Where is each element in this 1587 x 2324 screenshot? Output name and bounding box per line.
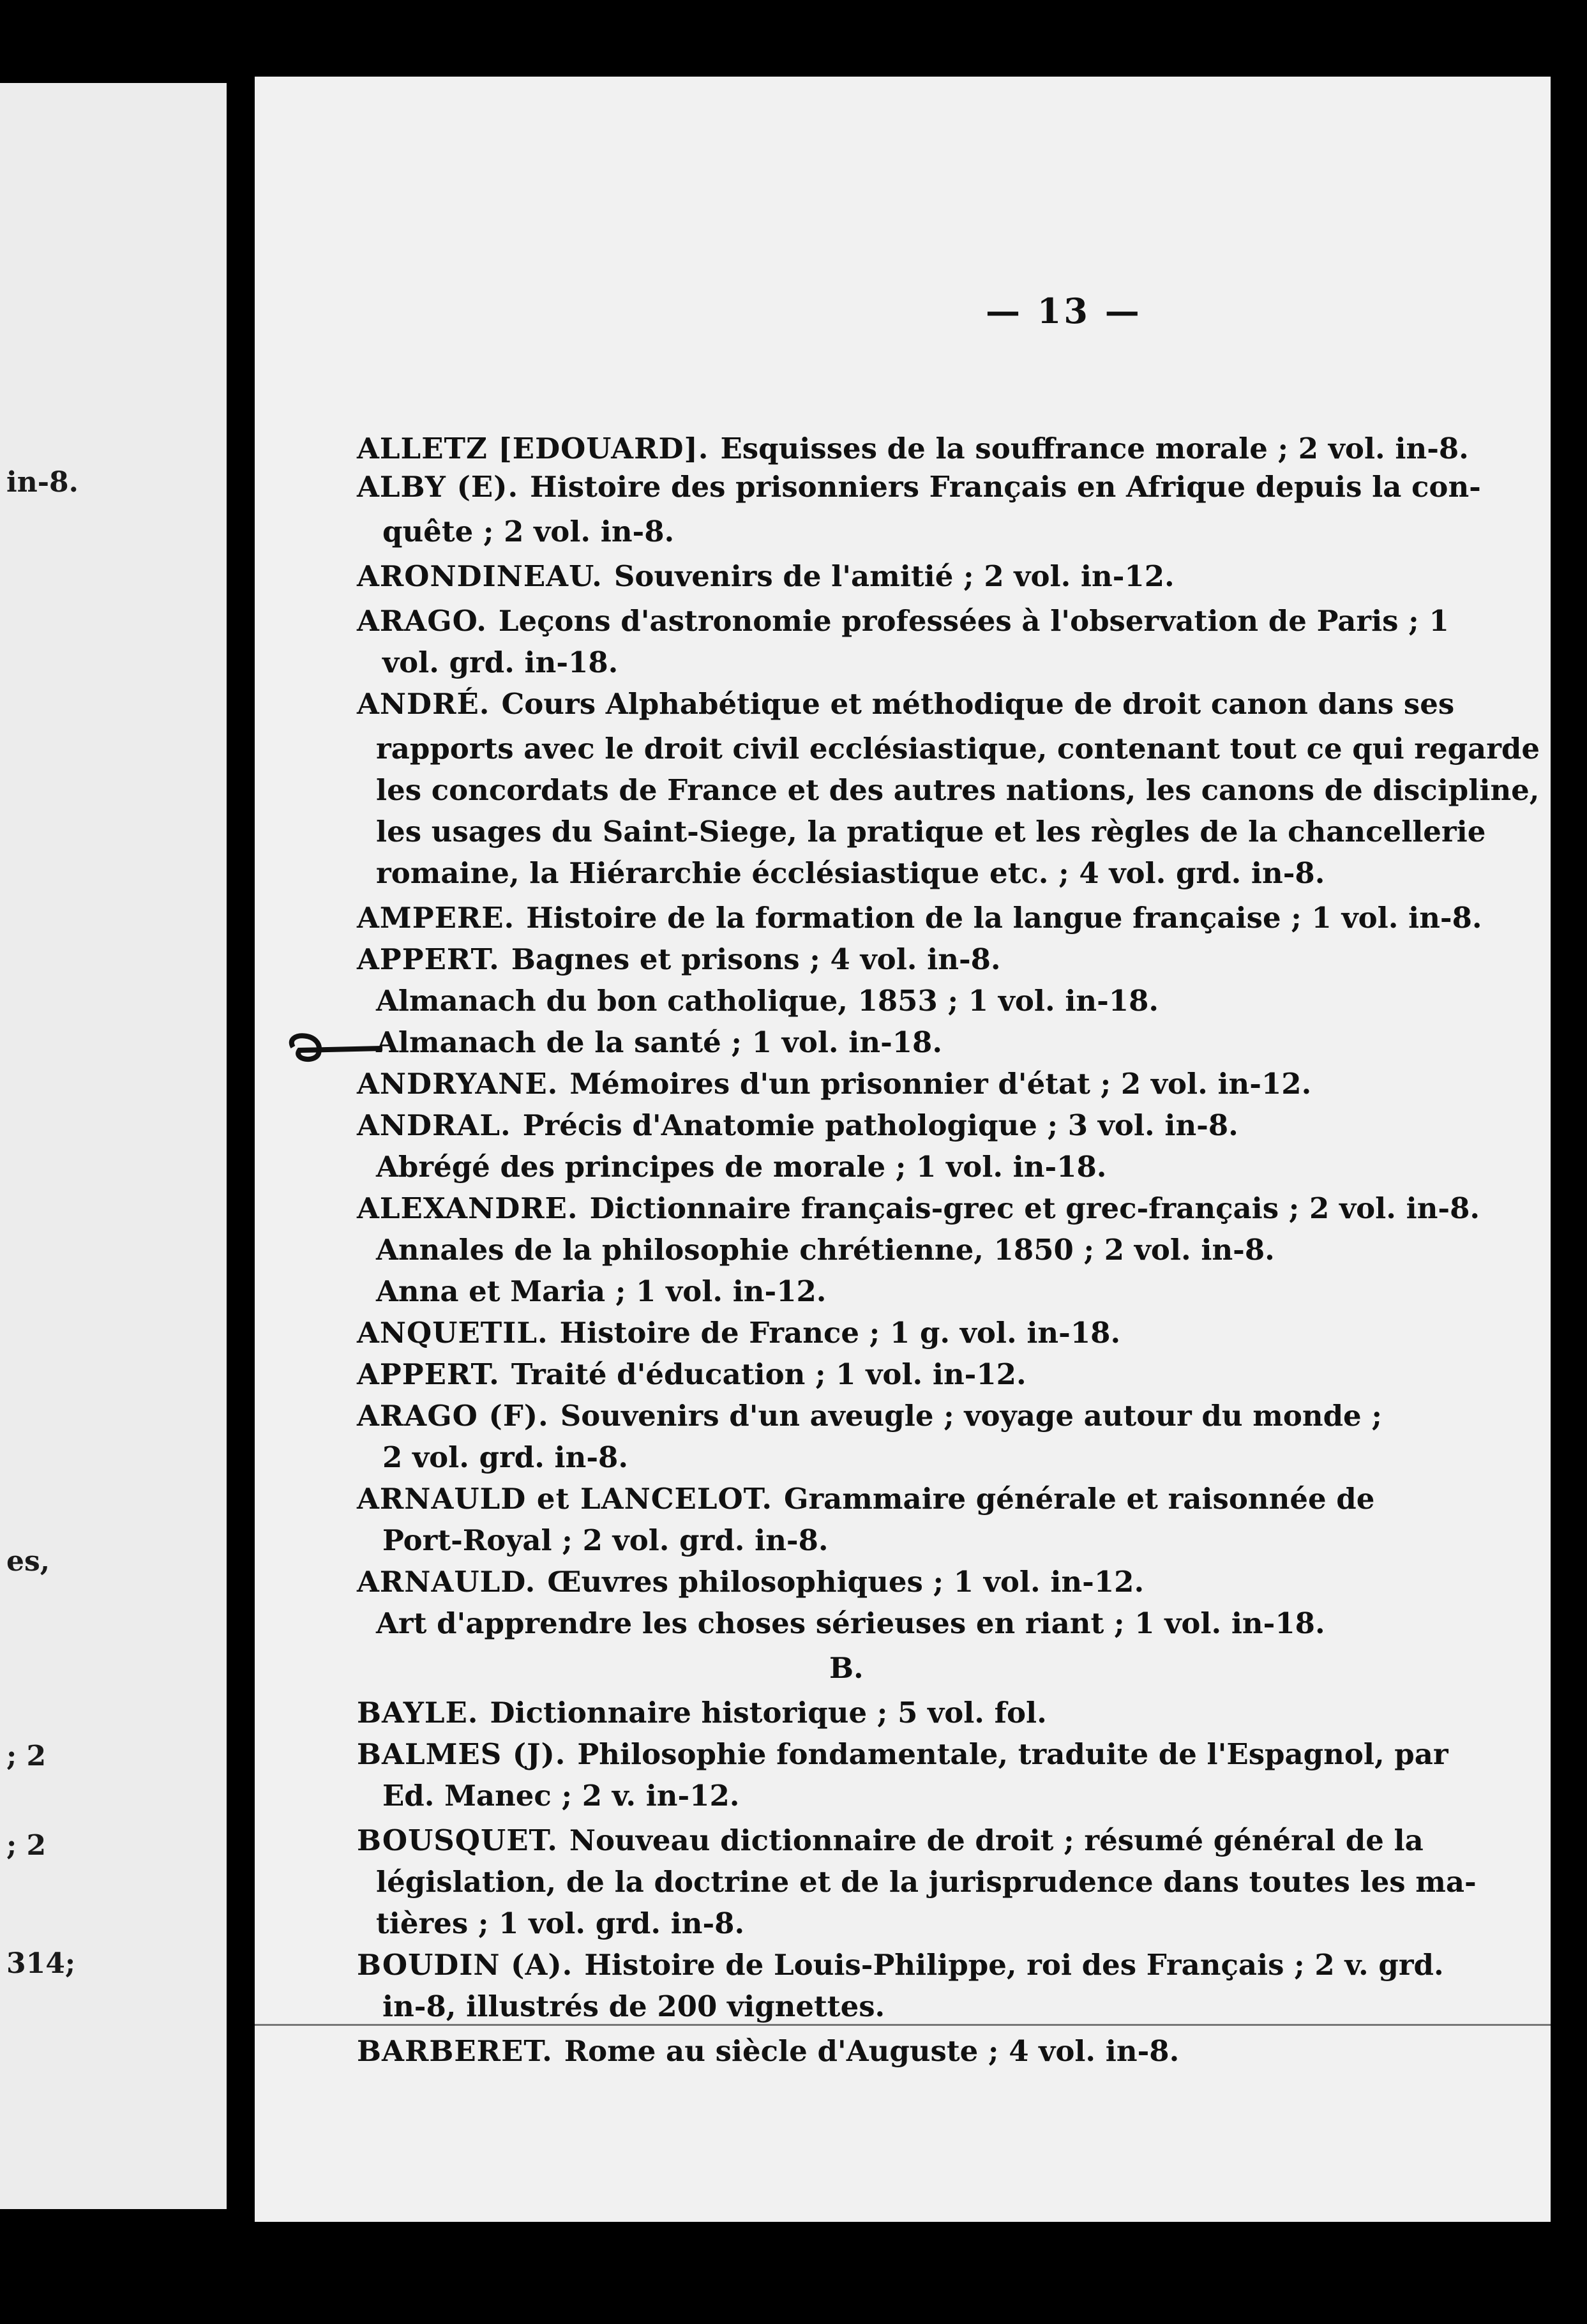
catalogue-entry — [376, 1233, 1275, 1267]
author-name: ARAGO (F). — [357, 1399, 549, 1433]
entry-text: Souvenirs de l'amitié ; 2 vol. in-12. — [613, 559, 1175, 593]
catalogue-entry — [376, 1606, 1325, 1640]
entry-text: in-8, illustrés de 200 vignettes. — [382, 1989, 885, 2023]
author-name: ANQUETIL. — [357, 1316, 548, 1350]
entry-text: Souvenirs d'un aveugle ; voyage autour du monde ; — [560, 1399, 1382, 1433]
catalogue-entry — [829, 1651, 864, 1685]
catalogue-entry — [357, 434, 1469, 463]
catalogue-entry — [357, 1565, 1145, 1599]
catalogue-entry — [376, 1150, 1107, 1184]
catalogue-entry — [376, 773, 1540, 807]
entry-text: Traité d'éducation ; 1 vol. in-12. — [511, 1357, 1027, 1391]
entry-text: rapports avec le droit civil ecclésiastique, contenant tout ce qui regarde — [376, 732, 1540, 766]
entry-text: Ed. Manec ; 2 v. in-12. — [382, 1779, 740, 1813]
entry-text: législation, de la doctrine et de la jurisprudence dans toutes les ma- — [376, 1865, 1477, 1899]
catalogue-entry — [357, 1696, 1047, 1730]
catalogue-entry — [382, 1779, 740, 1813]
entry-text: Almanach du bon catholique, 1853 ; 1 vol. in-18. — [376, 984, 1159, 1018]
entry-text: Histoire de Louis-Philippe, roi des Français ; 2 v. grd. — [584, 1948, 1444, 1982]
entry-text: romaine, la Hiérarchie écclésiastique etc. ; 4 vol. grd. in-8. — [376, 856, 1325, 890]
catalogue-entry — [357, 2034, 1180, 2068]
entry-text: Art d'apprendre les choses sérieuses en riant ; 1 vol. in-18. — [376, 1606, 1325, 1640]
catalogue-entry — [357, 687, 1455, 721]
author-name: ARONDINEAU. — [357, 559, 603, 593]
entry-text: Philosophie fondamentale, traduite de l'Espagnol, par — [577, 1737, 1448, 1771]
left-fragment: in-8. — [6, 466, 79, 499]
catalogue-entry — [376, 815, 1486, 849]
entry-text: Histoire de France ; 1 g. vol. in-18. — [559, 1316, 1121, 1350]
catalogue-entry — [357, 559, 1175, 593]
author-name: BOUSQUET. — [357, 1823, 558, 1857]
author-name: ANDRÉ. — [357, 687, 490, 721]
entry-text: 2 vol. grd. in-8. — [382, 1440, 629, 1474]
author-name: BOUDIN (A). — [357, 1948, 573, 1982]
entry-text: les concordats de France et des autres nations, les canons de discipline, — [376, 773, 1540, 807]
entry-text: Cours Alphabétique et méthodique de droit canon dans ses — [501, 687, 1455, 721]
left-fragment: es, — [6, 1545, 50, 1578]
entry-text: Bagnes et prisons ; 4 vol. in-8. — [511, 942, 1001, 976]
author-name: ALEXANDRE. — [357, 1191, 578, 1225]
bottom-rule — [255, 2024, 1551, 2026]
entry-text: quête ; 2 vol. in-8. — [382, 515, 675, 548]
entry-text: les usages du Saint-Siege, la pratique et les règles de la chancellerie — [376, 815, 1486, 849]
book-gutter — [227, 77, 255, 2222]
entry-text: Grammaire générale et raisonnée de — [784, 1482, 1375, 1516]
catalogue-entry — [357, 1737, 1448, 1771]
catalogue-entry — [357, 942, 1001, 976]
author-name: ANDRYANE. — [357, 1067, 559, 1101]
author-name: ARAGO. — [357, 604, 487, 638]
catalogue-entry — [357, 1316, 1121, 1350]
entry-text: Œuvres philosophiques ; 1 vol. in-12. — [547, 1565, 1145, 1599]
page-number: — 13 — — [986, 290, 1142, 331]
left-fragment: 314; — [6, 1947, 76, 1980]
catalogue-entry — [357, 901, 1482, 935]
author-name: AMPERE. — [357, 901, 515, 935]
author-name: ANDRAL. — [357, 1108, 511, 1142]
catalogue-entry — [376, 1025, 943, 1059]
entry-text: Histoire de la formation de la langue française ; 1 vol. in-8. — [526, 901, 1482, 935]
author-name: ALBY (E). — [357, 470, 519, 504]
catalogue-entry — [357, 1399, 1382, 1433]
entry-text: Histoire des prisonniers Français en Afrique depuis la con- — [530, 470, 1481, 504]
entry-text: Anna et Maria ; 1 vol. in-12. — [376, 1274, 827, 1308]
catalogue-entry — [357, 1108, 1238, 1142]
author-name: BAYLE. — [357, 1696, 479, 1730]
entry-text: Almanach de la santé ; 1 vol. in-18. — [376, 1025, 943, 1059]
entry-text: Port-Royal ; 2 vol. grd. in-8. — [382, 1523, 829, 1557]
catalogue-entry — [357, 604, 1449, 638]
author-name: APPERT. — [357, 942, 500, 976]
catalogue-entry — [357, 1191, 1480, 1225]
catalogue-page — [255, 77, 1551, 2222]
entry-text: Dictionnaire français-grec et grec-français ; 2 vol. in-8. — [589, 1191, 1480, 1225]
entry-text: Rome au siècle d'Auguste ; 4 vol. in-8. — [564, 2034, 1180, 2068]
author-name: APPERT. — [357, 1357, 500, 1391]
catalogue-entry — [382, 1440, 629, 1474]
author-name: BALMES (J). — [357, 1737, 566, 1771]
entry-text: Mémoires d'un prisonnier d'état ; 2 vol. in-12. — [569, 1067, 1312, 1101]
entry-text: Nouveau dictionnaire de droit ; résumé général de la — [569, 1823, 1424, 1857]
handwritten-margin-mark — [280, 1028, 389, 1066]
catalogue-entry — [357, 1357, 1027, 1391]
catalogue-entry — [382, 1523, 829, 1557]
author-name: ALLETZ [EDOUARD]. — [357, 432, 709, 465]
catalogue-entry — [376, 1865, 1477, 1899]
catalogue-entry — [357, 1948, 1444, 1982]
author-name: ARNAULD et LANCELOT. — [357, 1482, 773, 1516]
catalogue-entry — [376, 1906, 745, 1940]
entry-text: B. — [829, 1651, 864, 1685]
catalogue-entry — [357, 1823, 1424, 1857]
catalogue-entry — [376, 856, 1325, 890]
catalogue-entry — [382, 517, 674, 546]
author-name: ARNAULD. — [357, 1565, 536, 1599]
author-name: BARBERET. — [357, 2034, 553, 2068]
entry-text: Annales de la philosophie chrétienne, 1850 ; 2 vol. in-8. — [376, 1233, 1275, 1267]
entry-text: Abrégé des principes de morale ; 1 vol. in-18. — [376, 1150, 1107, 1184]
left-fragment: ; 2 — [6, 1740, 47, 1772]
left-facing-page — [0, 83, 227, 2209]
entry-text: Précis d'Anatomie pathologique ; 3 vol. in-8. — [522, 1108, 1238, 1142]
catalogue-entry — [376, 1274, 827, 1308]
entry-text: vol. grd. in-18. — [382, 645, 619, 679]
catalogue-entry — [357, 1482, 1375, 1516]
catalogue-entry — [376, 732, 1540, 766]
catalogue-entry — [382, 645, 619, 679]
catalogue-entry — [382, 1989, 885, 2023]
catalogue-entry — [376, 984, 1159, 1018]
catalogue-entry — [357, 470, 1481, 504]
catalogue-entry — [357, 1067, 1312, 1101]
entry-text: Esquisses de la souffrance morale ; 2 vol. in-8. — [720, 432, 1469, 465]
left-fragment: ; 2 — [6, 1829, 47, 1862]
entry-text: Dictionnaire historique ; 5 vol. fol. — [490, 1696, 1047, 1730]
entry-text: Leçons d'astronomie professées à l'observation de Paris ; 1 — [498, 604, 1449, 638]
entry-text: tières ; 1 vol. grd. in-8. — [376, 1906, 745, 1940]
